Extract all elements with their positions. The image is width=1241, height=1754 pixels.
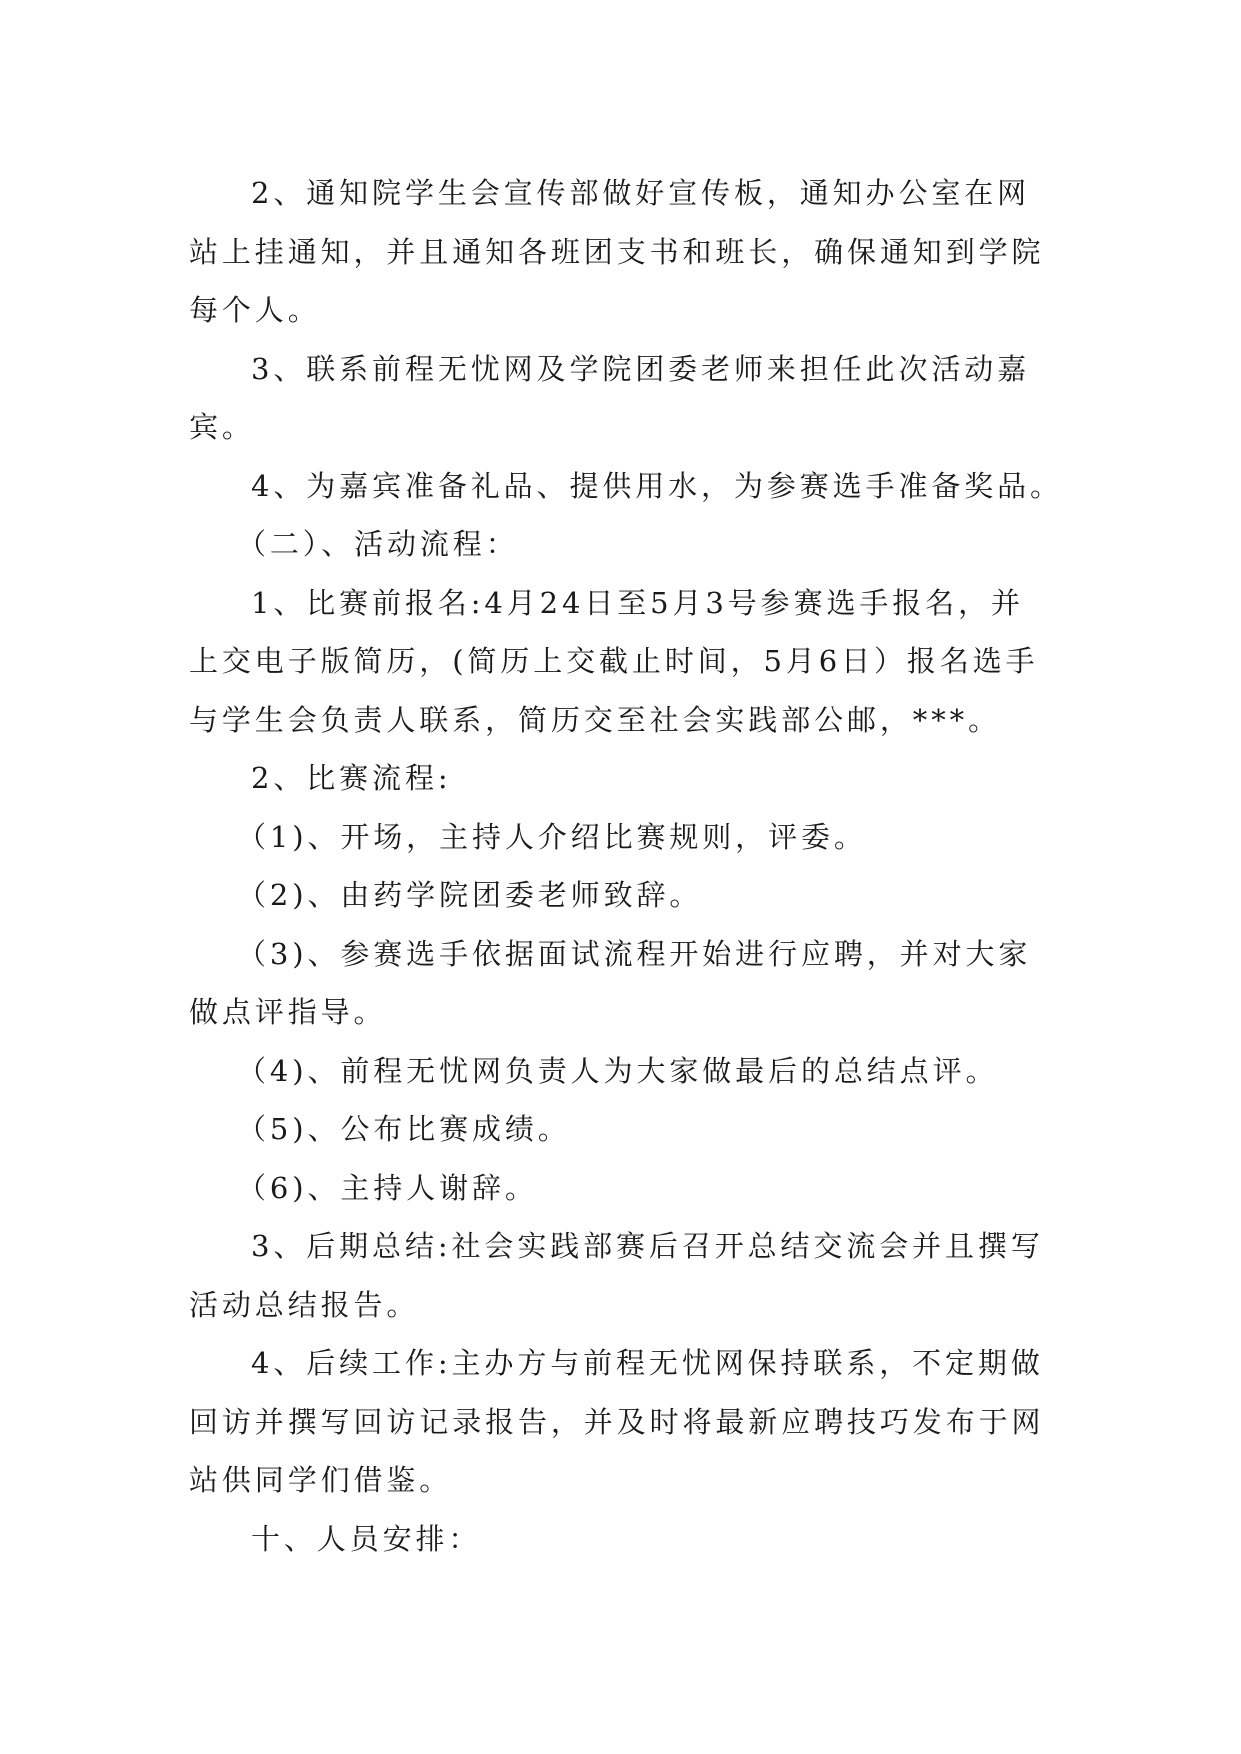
- paragraph-step-4: [189, 1042, 1055, 1101]
- text-line: 3、联系前程无忧网及学院团委老师来担任此次活动嘉: [251, 351, 1031, 386]
- paragraph-competition-flow: [189, 749, 1055, 808]
- text-line: （4)、前程无忧网负责人为大家做最后的总结点评。: [237, 1053, 999, 1088]
- text-line: 3、后期总结:社会实践部赛后召开总结交流会并且撰写: [251, 1229, 1044, 1263]
- text-line: 活动总结报告。: [189, 1287, 420, 1322]
- text-line: （二）、活动流程：: [237, 527, 519, 561]
- text-line: 2、通知院学生会宣传部做好宣传板，通知办公室在网: [251, 176, 1031, 210]
- text-line: 站供同学们借鉴。: [189, 1463, 453, 1497]
- text-line: 4、为嘉宾准备礼品、提供用水，为参赛选手准备奖品。: [251, 468, 1063, 503]
- text-line: 与学生会负责人联系，简历交至社会实践部公邮，***。: [189, 702, 1001, 737]
- text-line: （6)、主持人谢辞。: [237, 1170, 538, 1205]
- paragraph-guests: [189, 340, 1055, 457]
- paragraph-step-5: [189, 1100, 1055, 1159]
- paragraph-gifts: [189, 457, 1063, 516]
- text-line: （2)、由药学院团委老师致辞。: [237, 878, 703, 912]
- text-line: 回访并撰写回访记录报告，并及时将最新应聘技巧发布于网: [189, 1404, 1045, 1439]
- paragraph-step-3: [189, 925, 1055, 1042]
- paragraph-registration: [189, 574, 1055, 750]
- paragraph-followup: [189, 1334, 1055, 1510]
- text-line: 1、比赛前报名:4月24日至5月3号参赛选手报名，并: [251, 585, 1024, 620]
- document-body: [189, 164, 1063, 1568]
- paragraph-notify: [189, 164, 1055, 340]
- text-line: 做点评指导。: [189, 995, 387, 1029]
- text-line: （3)、参赛选手依据面试流程开始进行应聘，并对大家: [237, 936, 1032, 971]
- text-line: 2、比赛流程:: [251, 761, 452, 795]
- text-line: 宾。: [189, 410, 255, 444]
- paragraph-summary: [189, 1217, 1055, 1334]
- text-line: （1)、开场，主持人介绍比赛规则，评委。: [237, 819, 867, 854]
- paragraph-section-staff: [189, 1510, 1055, 1569]
- text-line: 十、人员安排：: [251, 1521, 482, 1556]
- text-line: 每个人。: [189, 293, 321, 327]
- paragraph-step-2: [189, 866, 1055, 925]
- text-line: 4、后续工作:主办方与前程无忧网保持联系，不定期做: [251, 1346, 1044, 1380]
- text-line: （5)、公布比赛成绩。: [237, 1112, 571, 1146]
- text-line: 上交电子版简历，(简历上交截止时间，5月6日）报名选手: [189, 644, 1039, 678]
- paragraph-step-6: [189, 1159, 1055, 1218]
- paragraph-section-process: [189, 515, 1055, 574]
- text-line: 站上挂通知，并且通知各班团支书和班长，确保通知到学院: [189, 234, 1045, 269]
- paragraph-step-1: [189, 808, 1055, 867]
